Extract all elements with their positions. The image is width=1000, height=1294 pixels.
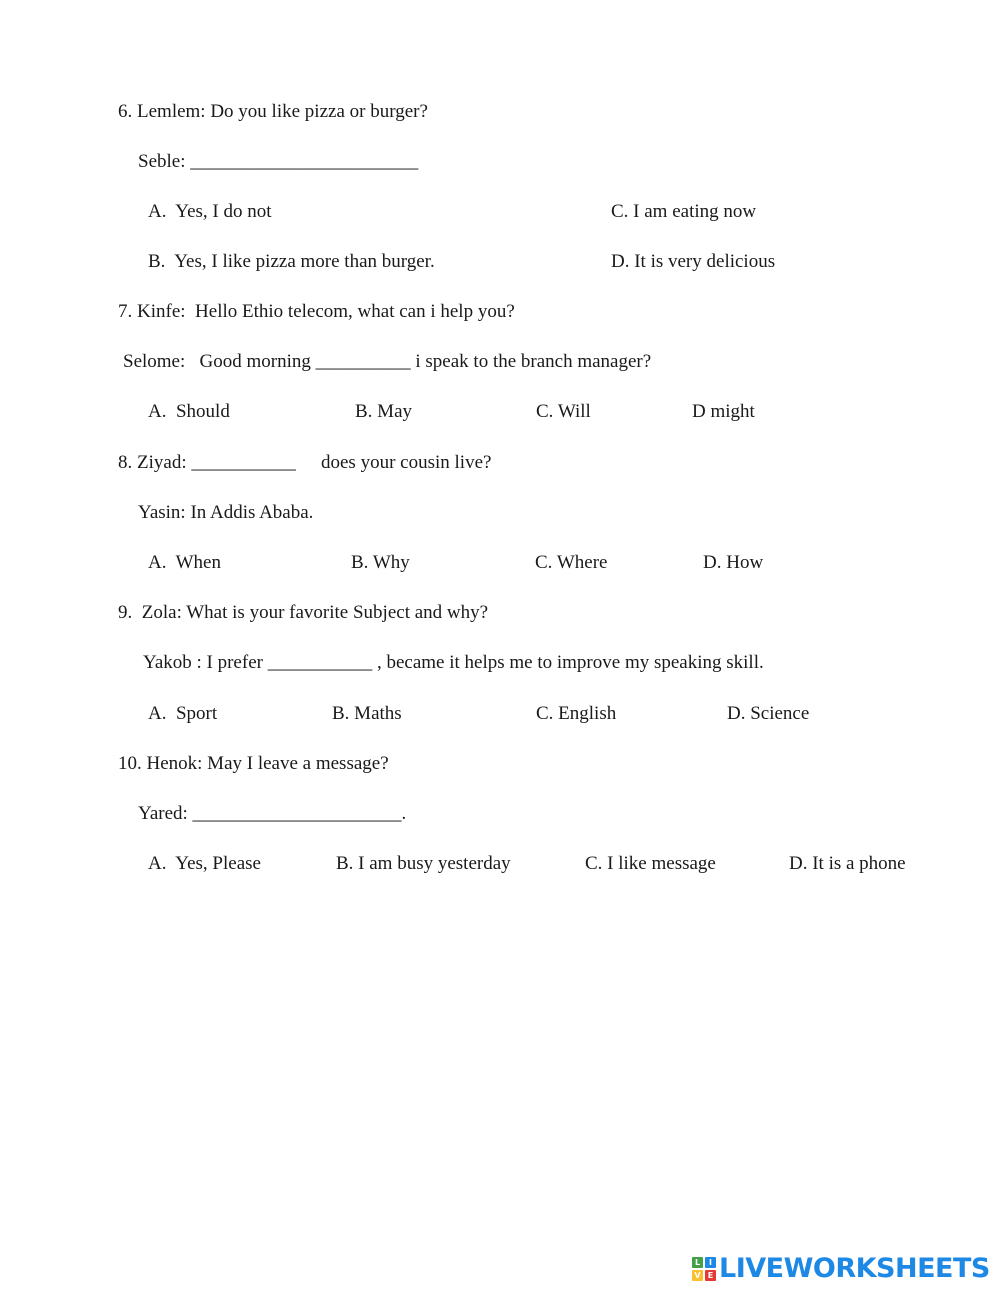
logo-mark-cell: V — [692, 1270, 703, 1281]
question-6-option-b: B. Yes, I like pizza more than burger. — [148, 251, 435, 272]
logo-mark-cell: L — [692, 1257, 703, 1268]
question-9-option-b: B. Maths — [332, 703, 402, 724]
question-10-option-c: C. I like message — [585, 853, 716, 874]
question-9-prompt: 9. Zola: What is your favorite Subject and why? — [118, 602, 489, 623]
question-9-option-a: A. Sport — [148, 703, 218, 724]
question-7-option-c: C. Will — [536, 401, 591, 422]
question-6-option-c: C. I am eating now — [611, 201, 757, 222]
question-10-response: Yared: ______________________. — [138, 803, 407, 824]
question-6-option-a: A. Yes, I do not — [148, 201, 272, 222]
liveworksheets-logo — [692, 1255, 990, 1283]
question-10-option-a: A. Yes, Please — [148, 853, 261, 874]
question-6-response: Seble: ________________________ — [138, 151, 419, 172]
question-10-option-d: D. It is a phone — [789, 853, 906, 874]
question-6-option-d: D. It is very delicious — [611, 251, 776, 272]
logo-mark-icon — [692, 1257, 716, 1281]
question-9-option-d: D. Science — [727, 703, 810, 724]
question-7-option-d: D might — [692, 401, 755, 422]
question-6-prompt: 6. Lemlem: Do you like pizza or burger? — [118, 101, 428, 122]
question-8-option-a: A. When — [148, 552, 221, 573]
question-7-response: Selome: Good morning __________ i speak to the branch manager? — [123, 351, 652, 372]
question-8-response: Yasin: In Addis Ababa. — [138, 502, 314, 523]
question-8-option-c: C. Where — [535, 552, 608, 573]
question-10-option-b: B. I am busy yesterday — [336, 853, 511, 874]
question-8-prompt-tail: does your cousin live? — [321, 452, 492, 473]
logo-mark-cell: I — [705, 1257, 716, 1268]
question-10-prompt: 10. Henok: May I leave a message? — [118, 753, 389, 774]
question-8-option-d: D. How — [703, 552, 764, 573]
question-8-prompt: 8. Ziyad: ___________ — [118, 452, 296, 473]
question-7-option-a: A. Should — [148, 401, 230, 422]
question-9-option-c: C. English — [536, 703, 617, 724]
logo-text: LIVEWORKSHEETS — [719, 1253, 990, 1284]
question-9-response: Yakob : I prefer ___________ , became it helps me to improve my speaking skill. — [143, 652, 764, 673]
logo-mark-cell: E — [705, 1270, 716, 1281]
question-7-option-b: B. May — [355, 401, 412, 422]
question-7-prompt: 7. Kinfe: Hello Ethio telecom, what can i help you? — [118, 301, 515, 322]
question-8-option-b: B. Why — [351, 552, 410, 573]
